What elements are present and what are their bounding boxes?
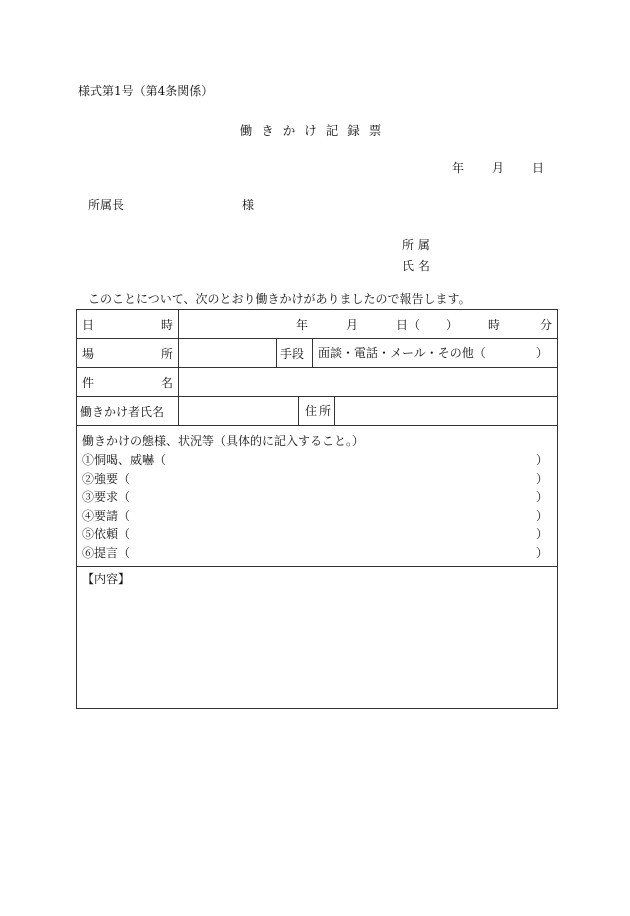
datetime-label-b: 時 xyxy=(160,317,173,332)
subject-label-cell xyxy=(77,368,179,397)
datetime-label-a: 日 xyxy=(82,317,95,332)
detail-close-5: ） xyxy=(536,527,549,542)
dt-day: 日（ xyxy=(395,317,420,332)
document-title: 働きかけ記録票 xyxy=(239,123,391,138)
addressee-line xyxy=(88,198,254,212)
date-day-label: 日 xyxy=(532,161,545,175)
date-year-label: 年 xyxy=(452,161,465,175)
dt-month: 月 xyxy=(345,317,358,332)
place-value-cell[interactable] xyxy=(179,339,277,368)
method-close: ） xyxy=(536,346,549,360)
method-label-cell xyxy=(277,339,313,368)
datetime-label-cell xyxy=(77,310,179,339)
method-value-cell[interactable] xyxy=(313,339,558,368)
affiliation-label: 所 属 xyxy=(402,238,430,252)
addressee-label: 所属長 xyxy=(88,198,125,212)
detail-item-2: ②強要（ xyxy=(82,471,131,486)
person-label: 働きかけ者氏名 xyxy=(80,404,165,419)
address-cell[interactable] xyxy=(299,397,558,426)
detail-item-5: ⑤依頼（ xyxy=(82,527,131,542)
row-person xyxy=(77,397,558,426)
subject-label-b: 名 xyxy=(160,375,173,390)
report-date xyxy=(452,161,544,175)
detail-close-4: ） xyxy=(536,508,549,523)
reporter-block xyxy=(402,235,438,277)
place-label-a: 場 xyxy=(82,346,95,361)
detail-close-1: ） xyxy=(536,453,549,467)
row-subject xyxy=(77,368,558,397)
details-heading: 働きかけの態様、状況等（具体的に記入すること。） xyxy=(82,434,365,448)
addressee-honorific: 様 xyxy=(242,198,255,212)
details-cell[interactable] xyxy=(77,426,558,567)
intro-text: このことについて、次のとおり働きかけがありましたので報告します。 xyxy=(88,292,471,306)
dt-minute: 分 xyxy=(540,317,553,332)
row-content xyxy=(77,567,558,709)
row-place xyxy=(77,339,558,368)
content-label: 【内容】 xyxy=(82,572,131,586)
detail-item-1: ①恫喝、威嚇（ xyxy=(82,453,167,467)
detail-close-3: ） xyxy=(536,490,549,505)
row-details xyxy=(77,426,558,567)
detail-item-3: ③要求（ xyxy=(82,490,131,505)
detail-item-6: ⑥提言（ xyxy=(82,545,131,560)
person-value-cell[interactable] xyxy=(179,397,299,426)
person-label-cell xyxy=(77,397,179,426)
subject-value-cell[interactable] xyxy=(179,368,558,397)
dt-year: 年 xyxy=(295,317,308,332)
method-label: 手段 xyxy=(280,346,305,361)
detail-close-2: ） xyxy=(536,471,549,486)
date-month-label: 月 xyxy=(492,161,505,175)
datetime-value-cell[interactable] xyxy=(179,310,558,339)
method-options: 面談・電話・メール・その他（ xyxy=(318,346,486,360)
subject-label-a: 件 xyxy=(82,375,95,390)
place-label-b: 所 xyxy=(160,346,173,361)
dt-close: ） xyxy=(445,317,458,332)
place-label-cell xyxy=(77,339,179,368)
address-label: 住所 xyxy=(299,397,335,425)
report-table xyxy=(76,309,558,709)
content-cell[interactable] xyxy=(77,567,558,709)
dt-hour: 時 xyxy=(488,317,501,332)
form-number: 様式第1号（第4条関係） xyxy=(78,84,214,98)
detail-item-4: ④要請（ xyxy=(82,508,131,523)
row-datetime xyxy=(77,310,558,339)
name-label: 氏 名 xyxy=(402,259,430,273)
detail-close-6: ） xyxy=(536,545,549,560)
